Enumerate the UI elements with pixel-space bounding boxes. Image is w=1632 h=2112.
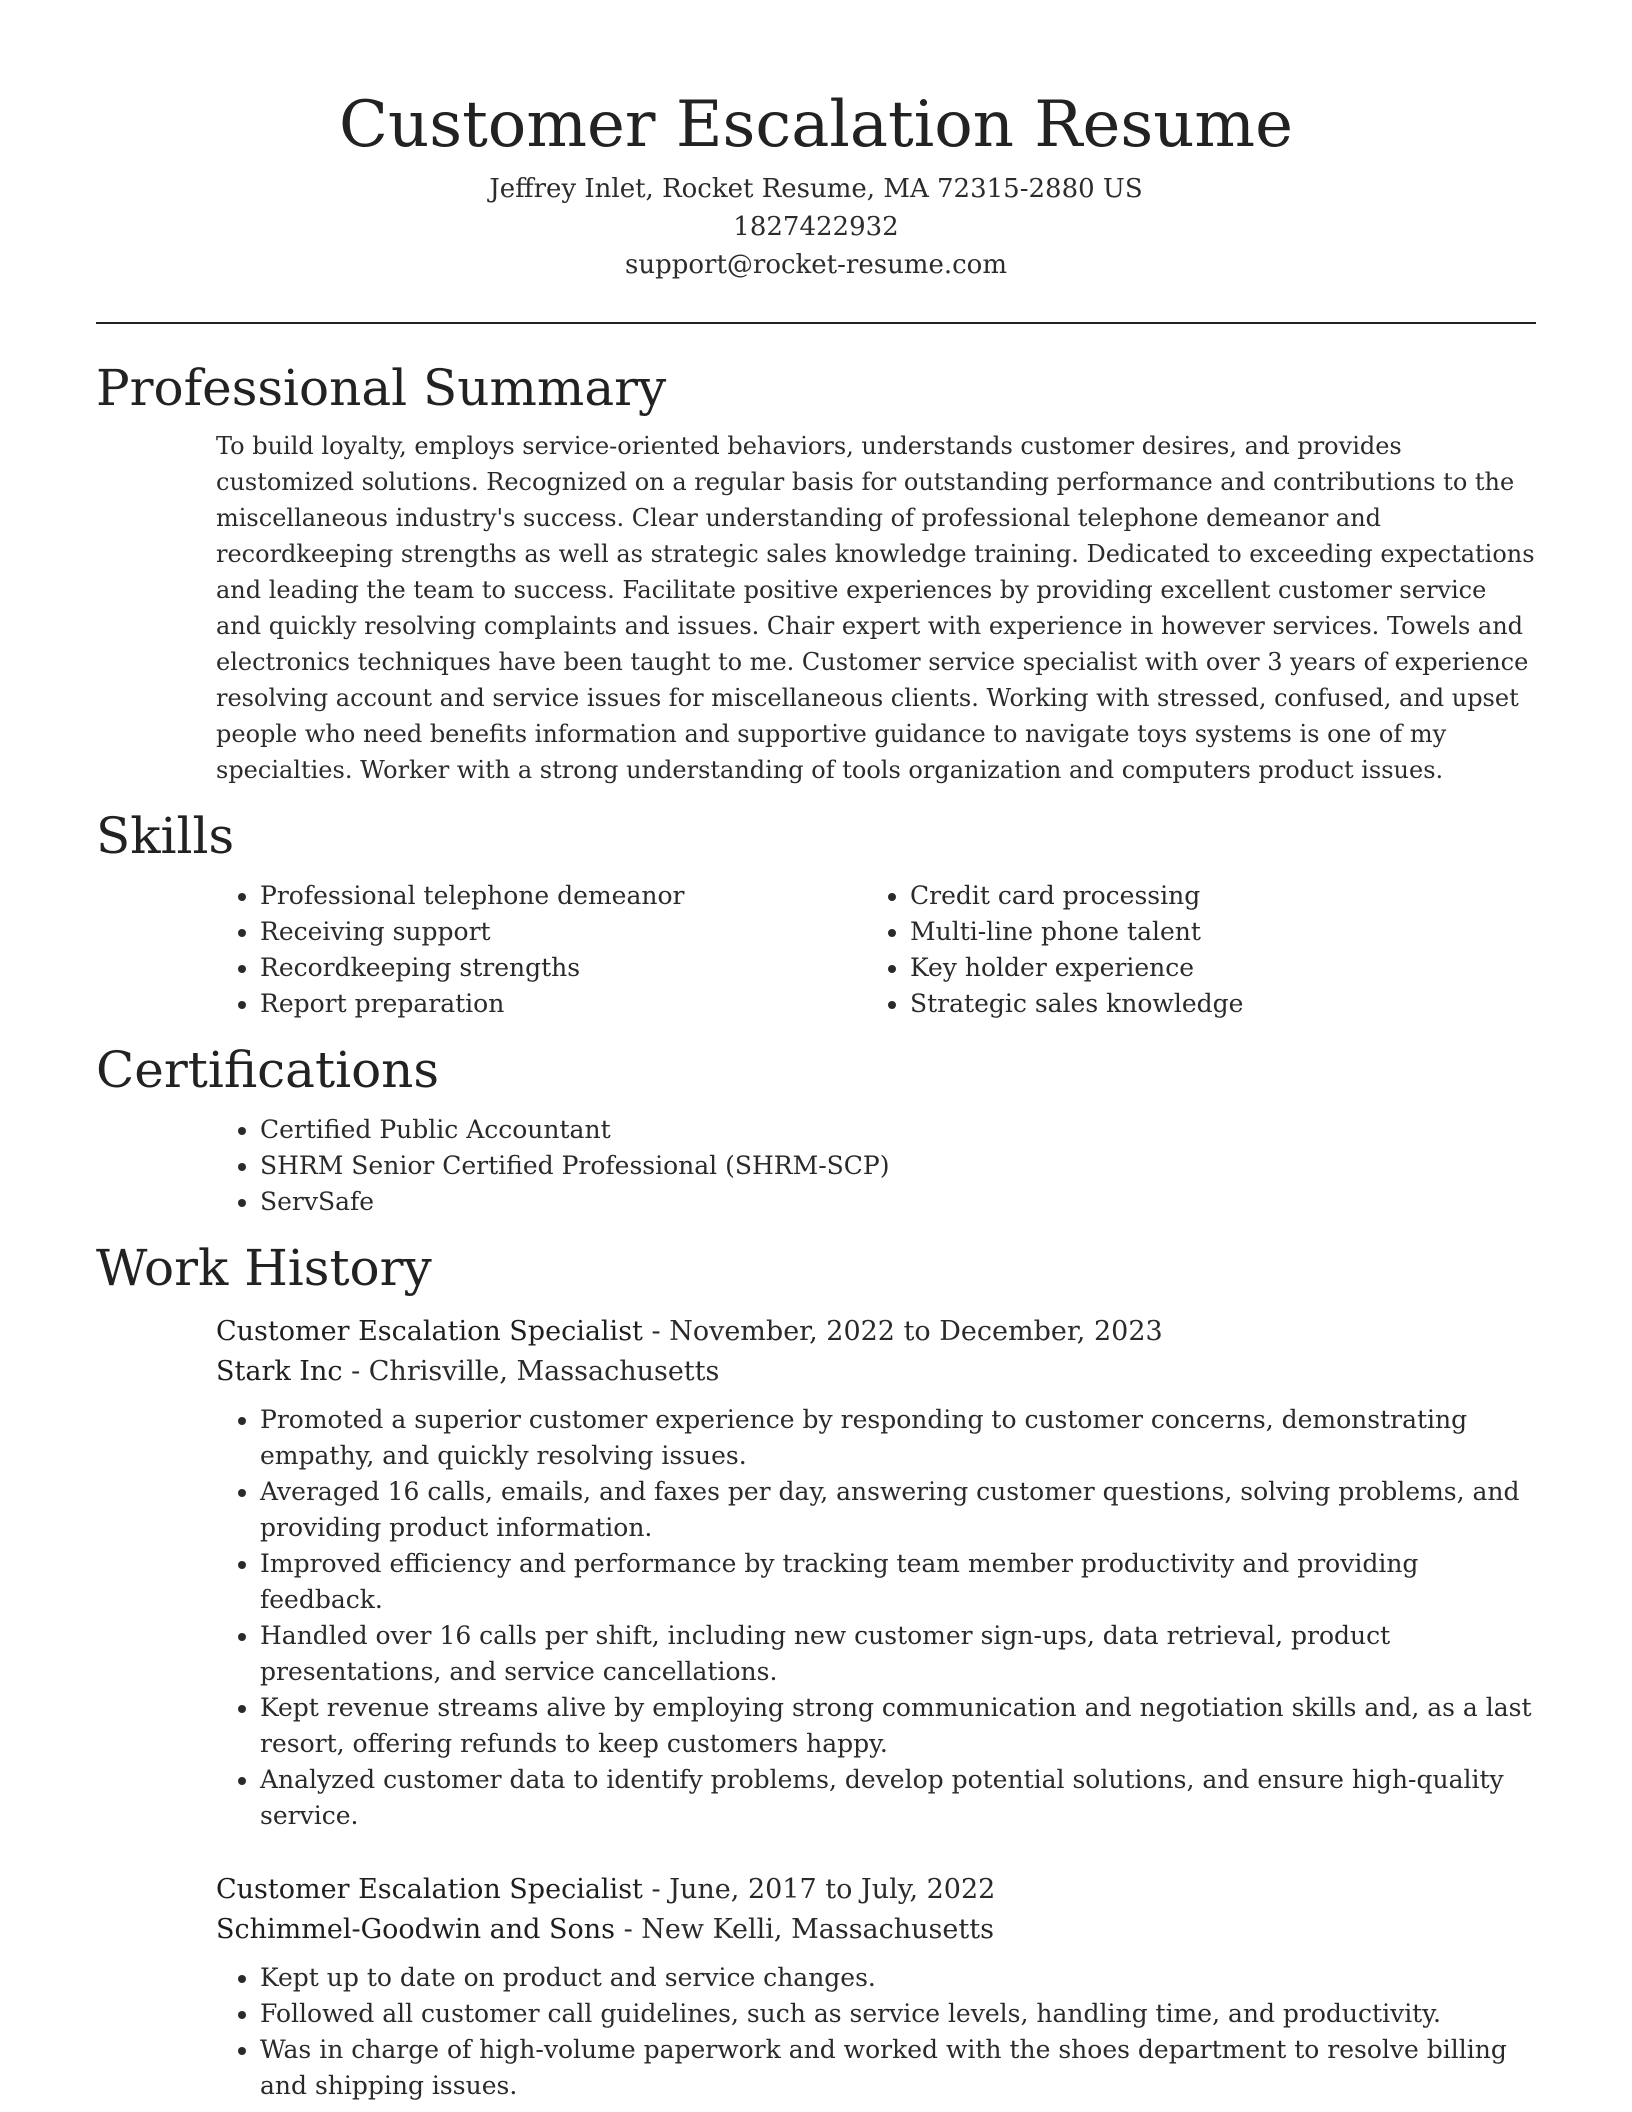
job-role: Customer Escalation Specialist bbox=[216, 1874, 643, 1905]
skill-item: • Strategic sales knowledge bbox=[910, 986, 1516, 1022]
job-company: Schimmel-Goodwin and Sons bbox=[216, 1914, 616, 1945]
job-bullet: • Improved efficiency and performance by tracking team member productivity and providing feedback. bbox=[260, 1546, 1536, 1618]
job-bullet: • Averaged 16 calls, emails, and faxes per day, answering customer questions, solving problems, and providing product information. bbox=[260, 1474, 1536, 1546]
resume-title: Customer Escalation Resume bbox=[339, 88, 1293, 162]
summary-text: To build loyalty, employs service-oriented behaviors, understands customer desires, and provides customized solutions. Recognized on a regular basis for outstanding performance and contributions to the miscellaneous industry's success. Clear understanding of professional telephone demeanor and recordkeeping strengths as well as strategic sales knowledge training. Dedicated to exceeding expectations and leading the team to success. Facilitate positive experiences by providing excellent customer service and quickly resolving complaints and issues. Chair expert with experience in however services. Towels and electronics techniques have been taught to me. Customer service specialist with over 3 years of experience resolving account and service issues for miscellaneous clients. Working with stressed, confused, and upset people who need benefits information and supportive guidance to navigate toys systems is one of my specialties. Worker with a strong understanding of tools organization and computers product issues. bbox=[216, 432, 1535, 784]
job-bullets bbox=[216, 1402, 1536, 1834]
skills-column-left bbox=[216, 878, 866, 1022]
job-bullet: • Handled over 16 calls per shift, including new customer sign-ups, data retrieval, product presentations, and service cancellations. bbox=[260, 1618, 1536, 1690]
skills-column-right bbox=[866, 878, 1516, 1022]
skill-item: • Multi-line phone talent bbox=[910, 914, 1516, 950]
certification-item: • SHRM Senior Certified Professional (SHRM-SCP) bbox=[260, 1148, 1536, 1184]
job-bullet: • Was in charge of high-volume paperwork and worked with the shoes department to resolve billing and shipping issues. bbox=[260, 2032, 1536, 2104]
skills-list bbox=[216, 878, 1536, 1022]
job-bullet: • Promoted a superior customer experience by responding to customer concerns, demonstrating empathy, and quickly resolving issues. bbox=[260, 1402, 1536, 1474]
job-bullet: • Kept revenue streams alive by employing strong communication and negotiation skills and, as a last resort, offering refunds to keep customers happy. bbox=[260, 1690, 1536, 1762]
job-dates: - June, 2017 to July, 2022 bbox=[642, 1874, 996, 1905]
certifications-heading: Certifications bbox=[96, 1041, 440, 1099]
skill-item: • Receiving support bbox=[260, 914, 866, 950]
certification-item: • ServSafe bbox=[260, 1184, 1536, 1220]
skill-item: • Report preparation bbox=[260, 986, 866, 1022]
job-entry bbox=[216, 1870, 1536, 2104]
job-company-line bbox=[216, 1352, 1536, 1392]
contact-address: Jeffrey Inlet, Rocket Resume, MA 72315-2880 US bbox=[489, 174, 1143, 204]
contact-phone: 1827422932 bbox=[733, 212, 899, 242]
job-dates: - November, 2022 to December, 2023 bbox=[642, 1316, 1163, 1347]
job-bullet-list bbox=[216, 1402, 1536, 1834]
job-location: - Chrisville, Massachusetts bbox=[342, 1356, 720, 1387]
job-bullets bbox=[216, 1960, 1536, 2104]
certification-item: • Certified Public Accountant bbox=[260, 1112, 1536, 1148]
job-location: - New Kelli, Massachusetts bbox=[615, 1914, 994, 1945]
skills-heading: Skills bbox=[96, 807, 235, 865]
work-history-heading: Work History bbox=[96, 1239, 432, 1297]
contact-block bbox=[96, 170, 1536, 284]
skill-item: • Key holder experience bbox=[910, 950, 1516, 986]
summary-heading: Professional Summary bbox=[96, 359, 667, 417]
job-title-line bbox=[216, 1870, 1536, 1910]
job-entry bbox=[216, 1312, 1536, 1834]
skill-item: • Credit card processing bbox=[910, 878, 1516, 914]
header-divider bbox=[96, 322, 1536, 324]
job-bullet: • Kept up to date on product and service changes. bbox=[260, 1960, 1536, 1996]
job-role: Customer Escalation Specialist bbox=[216, 1316, 643, 1347]
job-company-line bbox=[216, 1910, 1536, 1950]
skill-item: • Professional telephone demeanor bbox=[260, 878, 866, 914]
certifications-bullets bbox=[216, 1112, 1536, 1220]
job-bullet-list bbox=[216, 1960, 1536, 2104]
contact-email: support@rocket-resume.com bbox=[624, 250, 1007, 280]
job-company: Stark Inc bbox=[216, 1356, 343, 1387]
certifications-list bbox=[216, 1112, 1536, 1220]
resume-page bbox=[96, 0, 1536, 2104]
job-title-line bbox=[216, 1312, 1536, 1352]
job-bullet: • Analyzed customer data to identify problems, develop potential solutions, and ensure high-quality service. bbox=[260, 1762, 1536, 1834]
job-bullet: • Followed all customer call guidelines, such as service levels, handling time, and productivity. bbox=[260, 1996, 1536, 2032]
skill-item: • Recordkeeping strengths bbox=[260, 950, 866, 986]
